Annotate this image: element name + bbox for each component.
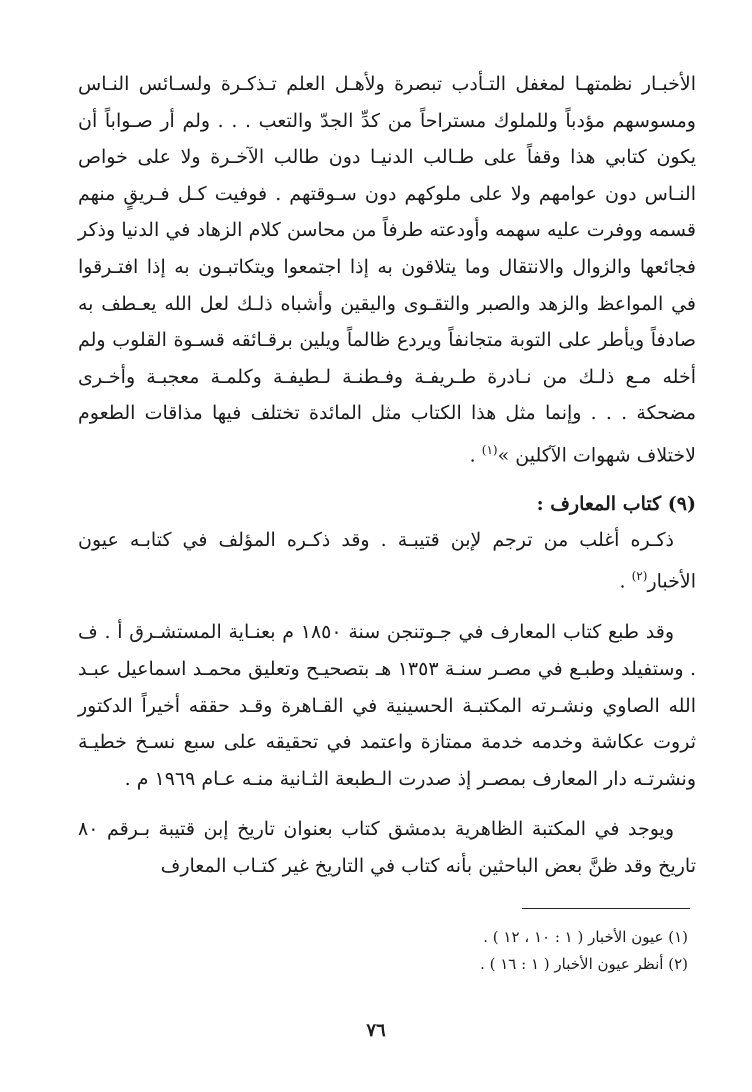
footnote-ref-1: (١) — [481, 442, 498, 457]
footnote-ref-2: (٢) — [631, 569, 648, 584]
paragraph-1-end: . — [619, 570, 632, 593]
intro-text: الأخبـار نظمتهـا لمغفل التـأدب تبصرة ولأهـل العلم تـذكـرة ولسـائس النـاس ومسوسهم مؤدباً وللملوك مستراحاً من كدِّ الجدّ والتعب . . . ولم أر صـواباً أن يكون كتابي هذا وقفاً على طـالب الدنيـا دون طالب الآخـرة ولا على خواص النـاس دون عوامهم ولا على ملوكهم دون سـوقتهم . فوفيت كـل فـريقٍ منهم قسمه ووفرت عليه سهمه وأودعته طرفاً من محاسن كلام الزهاد في الدنيا وذكر فجائعها والزوال والانتقال وما يتلاقون به إذا اجتمعوا ويتكاتبـون به إذا افتـرقوا في المواعظ والزهد والصبر والتقـوى واليقين وأشباه ذلـك لعل الله يعـطف به صادفاً ويأطر على التوبة متجانفاً ويردع ظالماً ويلين برقـائقه قسـوة القلوب ولم أخله مـع ذلـك من نـادرة طـريفـة وفـطنـة لـطيفـة وكلمـة معجبـة وأخـرى مضحكة . . . وإنما مثل هذا الكتاب مثل المائدة تختلف فيها مذاقات الطعوم لاختلاف شهوات الآكلين » — [78, 73, 696, 467]
footnote-divider — [522, 908, 690, 909]
page-number: ٧٦ — [366, 1020, 386, 1041]
intro-end: . — [469, 444, 482, 467]
footnotes — [288, 924, 688, 978]
intro-paragraph — [78, 66, 696, 474]
section-number: (٩) — [667, 492, 696, 515]
paragraph-1-text: ذكـره أغلب من ترجم لإبن قتيبـة . وقد ذكـره المؤلف في كتابـه عيون الأخبار — [78, 528, 696, 593]
section-title: كتاب المعارف : — [536, 492, 662, 515]
paragraph-1 — [78, 522, 696, 601]
paragraph-3: ويوجد في المكتبة الظاهرية بدمشق كتاب بعنوان تاريخ إبن قتيبة بـرقم ٨٠ تاريخ وقد ظنَّ بعض الباحثين بأنه كتاب في التاريخ غير كتـاب المعارف — [78, 818, 696, 877]
page-body — [78, 66, 696, 885]
footnote-1: (١) عيون الأخبار ( ١ : ١٠ ، ١٢ ) . — [483, 928, 688, 946]
section-heading — [78, 486, 696, 522]
paragraph-2: وقد طبع كتاب المعارف في جـوتنجن سنة ١٨٥٠ م بعنـاية المستشـرق أ . ف . وستفيلد وطبـع في مصـر سنـة ١٣٥٣ هـ بتصحيـح وتعليق محمـد اسماعيل عبـد الله الصاوي ونشـرته المكتبـة الحسينية في القـاهرة وقـد حققه أخيراً الدكتور ثروت عكاشة وخدمه خدمة ممتازة واعتمد في تحقيقه على سبع نسـخ خطيـة ونشرتـه دار المعارف بمصـر إذ صدرت الـطبعة الثـانية منـه عـام ١٩٦٩ م . — [78, 621, 697, 790]
spacer — [78, 600, 696, 614]
footnote-2: (٢) أنظر عيون الأخبار ( ١ : ١٦ ) . — [480, 955, 688, 973]
spacer — [78, 797, 696, 811]
